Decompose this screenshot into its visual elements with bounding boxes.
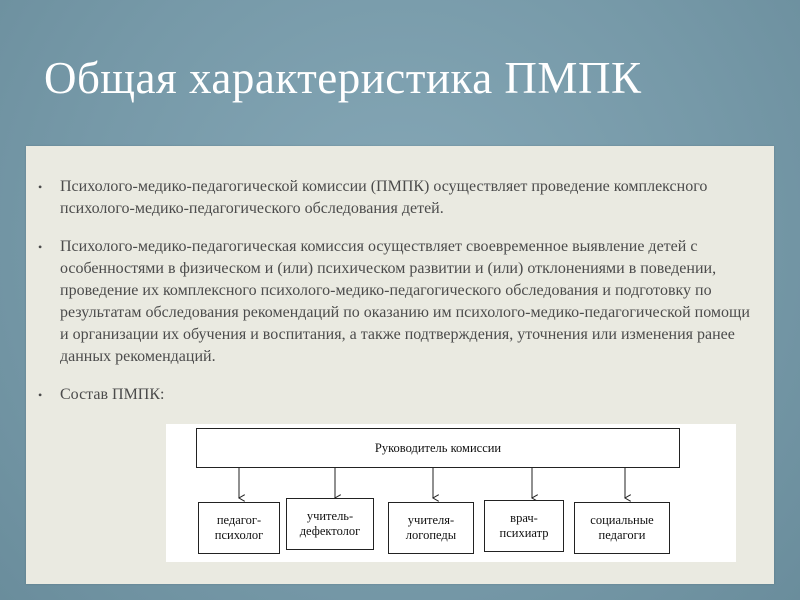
bullet-dot: • (38, 388, 43, 402)
member-box (286, 498, 374, 550)
member-box (484, 500, 564, 552)
head-box (196, 428, 680, 468)
member-label: учителя- логопеды (405, 513, 457, 542)
bullet-item (38, 384, 762, 406)
member-label: учитель- дефектолог (299, 509, 361, 538)
slide-title: Общая характеристика ПМПК (44, 53, 642, 103)
bullet-text: Психолого-медико-педагогическая комиссия осуществляет своевременное выявление детей с особенностями в физическом и (или) психическом развитии и (или) отклонениями в поведении, проведение их комплексного психолого-медико-педагогического обследования и подготовку по результатам обследования рекомендаций по оказанию им психолого-медико-педагогической помощи и организации их обучения и воспитания, а также подтверждения, уточнения или изменения ранее данных рекомендаций. (60, 238, 750, 365)
bullet-dot: • (38, 180, 43, 194)
member-label: социальные педагоги (590, 513, 654, 542)
content-panel (26, 146, 774, 584)
member-box (198, 502, 280, 554)
bullet-text: Состав ПМПК: (60, 386, 165, 403)
bullet-list (38, 176, 762, 420)
member-label: врач- психиатр (499, 511, 549, 540)
member-label: педагог- психолог (214, 513, 264, 542)
bullet-dot: • (38, 240, 43, 254)
bullet-text: Психолого-медико-педагогической комиссии (ПМПК) осуществляет проведение комплексного психолого-медико-педагогического обследования детей. (60, 178, 708, 217)
bullet-item (38, 236, 762, 368)
member-box (574, 502, 670, 554)
bullet-item (38, 176, 762, 220)
pmpk-structure-diagram (166, 424, 736, 562)
head-label: Руководитель комиссии (374, 440, 502, 455)
member-box (388, 502, 474, 554)
